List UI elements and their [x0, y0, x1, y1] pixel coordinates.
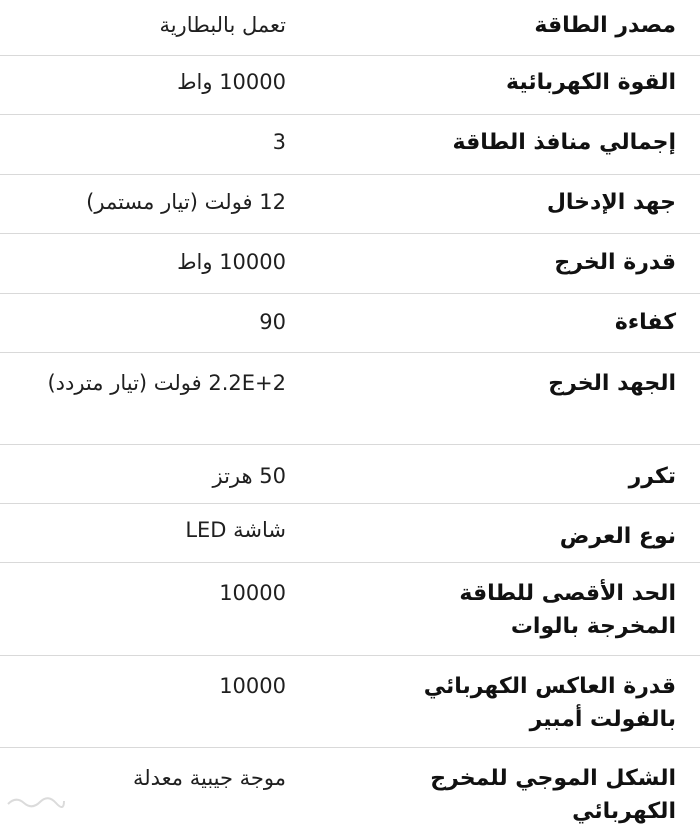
spec-row: [0, 748, 700, 824]
spec-row: [0, 234, 700, 294]
spec-label: تكرر: [628, 464, 676, 489]
spec-value: شاشة LED: [185, 518, 286, 542]
spec-label: إجمالي منافذ الطاقة: [452, 130, 676, 155]
spec-label: القوة الكهربائية: [506, 70, 676, 95]
spec-value: 50 هرتز: [212, 464, 286, 488]
spec-value: 10000 واط: [177, 250, 286, 274]
spec-row: [0, 504, 700, 563]
spec-label: الجهد الخرج: [548, 371, 676, 396]
spec-label: كفاءة: [614, 310, 676, 335]
spec-row: [0, 353, 700, 445]
spec-label: الحد الأقصى للطاقة المخرجة بالوات: [459, 581, 676, 639]
spec-label: نوع العرض: [559, 524, 676, 549]
spec-value: 10000: [219, 581, 286, 605]
watermark-logo: [6, 794, 66, 808]
spec-value: 12 فولت (تيار مستمر): [86, 190, 286, 214]
spec-label: جهد الإدخال: [546, 190, 676, 215]
spec-value: 3: [272, 130, 286, 154]
spec-value: 10000 واط: [177, 70, 286, 94]
spec-row: [0, 115, 700, 175]
spec-row: [0, 445, 700, 504]
spec-row: [0, 56, 700, 115]
spec-row: [0, 0, 700, 56]
spec-label: الشكل الموجي للمخرج الكهربائي: [430, 766, 676, 824]
spec-row: [0, 294, 700, 353]
spec-label: مصدر الطاقة: [534, 13, 676, 38]
spec-row: [0, 563, 700, 656]
spec-value: 90: [259, 310, 286, 334]
spec-label: قدرة الخرج: [554, 250, 676, 275]
spec-row: [0, 175, 700, 234]
spec-row: [0, 656, 700, 748]
spec-label: قدرة العاكس الكهربائي بالفولت أمبير: [423, 674, 676, 732]
spec-value: 2.2E+2 فولت (تيار متردد): [47, 371, 286, 395]
spec-value: موجة جيبية معدلة: [133, 766, 286, 790]
spec-value: تعمل بالبطارية: [159, 13, 286, 37]
spec-value: 10000: [219, 674, 286, 698]
